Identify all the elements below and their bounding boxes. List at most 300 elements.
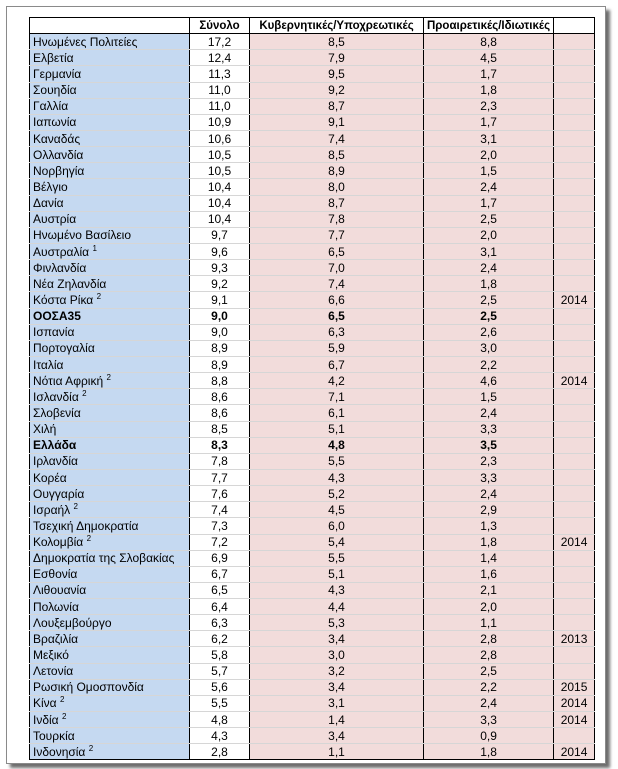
country-cell xyxy=(30,308,190,324)
country-cell xyxy=(30,663,190,679)
total-cell: 5,6 xyxy=(190,679,250,695)
government-cell: 7,8 xyxy=(250,211,424,227)
government-cell: 3,2 xyxy=(250,663,424,679)
year-cell xyxy=(554,243,595,259)
private-cell: 2,4 xyxy=(424,179,554,195)
country-name: Ισραήλ xyxy=(33,502,71,517)
government-cell: 6,1 xyxy=(250,405,424,421)
total-cell: 8,5 xyxy=(190,421,250,437)
government-cell: 6,5 xyxy=(250,308,424,324)
country-cell xyxy=(30,421,190,437)
private-cell: 2,3 xyxy=(424,98,554,114)
country-cell xyxy=(30,486,190,502)
private-cell: 2,5 xyxy=(424,308,554,324)
government-cell: 3,1 xyxy=(250,695,424,711)
header-total: Σύνολο xyxy=(190,18,250,34)
year-cell xyxy=(554,453,595,469)
government-cell: 9,5 xyxy=(250,66,424,82)
country-cell xyxy=(30,679,190,695)
table-row xyxy=(30,679,595,695)
government-cell: 4,8 xyxy=(250,437,424,453)
private-cell: 1,7 xyxy=(424,66,554,82)
country-cell xyxy=(30,340,190,356)
country-name: Ολλανδία xyxy=(33,147,84,162)
table-row xyxy=(30,373,595,389)
year-cell xyxy=(554,728,595,744)
table-row xyxy=(30,227,595,243)
government-cell: 4,5 xyxy=(250,502,424,518)
country-name: Ιρλανδία xyxy=(33,454,78,469)
table-row xyxy=(30,82,595,98)
country-name: Δημοκρατία της Σλοβακίας xyxy=(33,551,175,566)
government-cell: 5,3 xyxy=(250,615,424,631)
year-cell xyxy=(554,566,595,582)
header-country xyxy=(30,18,190,34)
table-row xyxy=(30,66,595,82)
year-cell xyxy=(554,486,595,502)
private-cell: 8,8 xyxy=(424,34,554,50)
table-row xyxy=(30,276,595,292)
government-cell: 3,4 xyxy=(250,631,424,647)
year-cell xyxy=(554,582,595,598)
year-cell: 2014 xyxy=(554,712,595,728)
country-cell xyxy=(30,534,190,550)
total-cell: 9,3 xyxy=(190,260,250,276)
country-name: Αυστρία xyxy=(33,212,77,227)
table-row xyxy=(30,130,595,146)
country-name: Ισπανία xyxy=(33,325,75,340)
table-row xyxy=(30,437,595,453)
total-cell: 10,9 xyxy=(190,114,250,130)
government-cell: 7,7 xyxy=(250,227,424,243)
header-government-compulsory: Κυβερνητικές/Υποχρεωτικές xyxy=(250,18,424,34)
country-cell xyxy=(30,599,190,615)
year-cell: 2014 xyxy=(554,534,595,550)
total-cell: 10,4 xyxy=(190,211,250,227)
country-name: Ινδία xyxy=(33,712,59,727)
total-cell: 6,7 xyxy=(190,566,250,582)
government-cell: 9,2 xyxy=(250,82,424,98)
government-cell: 8,5 xyxy=(250,34,424,50)
year-cell xyxy=(554,308,595,324)
country-cell xyxy=(30,712,190,728)
private-cell: 2,2 xyxy=(424,679,554,695)
year-cell xyxy=(554,405,595,421)
country-name: Σλοβενία xyxy=(33,405,81,420)
year-cell xyxy=(554,82,595,98)
country-cell xyxy=(30,292,190,308)
government-cell: 1,1 xyxy=(250,744,424,760)
country-name: Ιταλία xyxy=(33,357,64,372)
total-cell: 8,6 xyxy=(190,405,250,421)
country-cell xyxy=(30,356,190,372)
private-cell: 3,0 xyxy=(424,340,554,356)
total-cell: 5,8 xyxy=(190,647,250,663)
private-cell: 2,0 xyxy=(424,599,554,615)
table-row xyxy=(30,631,595,647)
table-row xyxy=(30,356,595,372)
government-cell: 6,7 xyxy=(250,356,424,372)
private-cell: 1,5 xyxy=(424,163,554,179)
year-cell xyxy=(554,356,595,372)
private-cell: 2,6 xyxy=(424,324,554,340)
private-cell: 2,4 xyxy=(424,405,554,421)
country-name: Βραζιλία xyxy=(33,631,79,646)
private-cell: 2,9 xyxy=(424,502,554,518)
country-name: Γαλλία xyxy=(33,99,69,114)
private-cell: 2,2 xyxy=(424,356,554,372)
government-cell: 4,4 xyxy=(250,599,424,615)
country-name: Αυστραλία xyxy=(33,244,90,259)
year-cell: 2014 xyxy=(554,695,595,711)
header-voluntary-private: Προαιρετικές/Ιδιωτικές xyxy=(424,18,554,34)
year-cell xyxy=(554,147,595,163)
total-cell: 2,8 xyxy=(190,744,250,760)
table-row xyxy=(30,260,595,276)
year-cell xyxy=(554,437,595,453)
private-cell: 1,8 xyxy=(424,744,554,760)
table-row xyxy=(30,211,595,227)
total-cell: 8,8 xyxy=(190,373,250,389)
government-cell: 9,1 xyxy=(250,114,424,130)
private-cell: 2,4 xyxy=(424,695,554,711)
country-name: Ουγγαρία xyxy=(33,486,85,501)
table-row xyxy=(30,550,595,566)
country-name: Κορέα xyxy=(33,470,67,485)
country-cell xyxy=(30,147,190,163)
country-name: Σουηδία xyxy=(33,83,77,98)
private-cell: 2,0 xyxy=(424,227,554,243)
table-row xyxy=(30,405,595,421)
table-row xyxy=(30,615,595,631)
government-cell: 7,4 xyxy=(250,276,424,292)
year-cell xyxy=(554,114,595,130)
country-cell xyxy=(30,276,190,292)
table-row xyxy=(30,518,595,534)
footnote-marker: 2 xyxy=(88,743,94,753)
year-cell xyxy=(554,163,595,179)
total-cell: 7,6 xyxy=(190,486,250,502)
table-row xyxy=(30,744,595,760)
country-cell xyxy=(30,437,190,453)
country-name: Φινλανδία xyxy=(33,260,87,275)
private-cell: 2,5 xyxy=(424,663,554,679)
country-cell xyxy=(30,453,190,469)
year-cell xyxy=(554,469,595,485)
government-cell: 6,6 xyxy=(250,292,424,308)
footnote-marker: 2 xyxy=(61,711,67,721)
government-cell: 7,4 xyxy=(250,130,424,146)
total-cell: 11,0 xyxy=(190,82,250,98)
total-cell: 10,4 xyxy=(190,195,250,211)
year-cell xyxy=(554,389,595,405)
total-cell: 7,7 xyxy=(190,469,250,485)
country-cell xyxy=(30,647,190,663)
table-row xyxy=(30,114,595,130)
year-cell: 2014 xyxy=(554,373,595,389)
country-cell xyxy=(30,582,190,598)
year-cell: 2014 xyxy=(554,292,595,308)
table-row xyxy=(30,566,595,582)
total-cell: 4,8 xyxy=(190,712,250,728)
private-cell: 2,5 xyxy=(424,211,554,227)
table-row xyxy=(30,389,595,405)
year-cell xyxy=(554,227,595,243)
year-cell xyxy=(554,615,595,631)
government-cell: 7,1 xyxy=(250,389,424,405)
private-cell: 3,5 xyxy=(424,437,554,453)
private-cell: 2,0 xyxy=(424,147,554,163)
table-row xyxy=(30,421,595,437)
table-row xyxy=(30,243,595,259)
table-body xyxy=(30,34,595,760)
country-cell xyxy=(30,66,190,82)
total-cell: 6,2 xyxy=(190,631,250,647)
table-row xyxy=(30,147,595,163)
total-cell: 5,7 xyxy=(190,663,250,679)
country-name: Βέλγιο xyxy=(33,179,68,194)
private-cell: 3,1 xyxy=(424,130,554,146)
country-name: Λιθουανία xyxy=(33,583,87,598)
government-cell: 5,4 xyxy=(250,534,424,550)
document-frame xyxy=(6,6,606,764)
private-cell: 4,6 xyxy=(424,373,554,389)
footnote-marker: 2 xyxy=(59,695,65,705)
country-cell xyxy=(30,728,190,744)
government-cell: 6,0 xyxy=(250,518,424,534)
total-cell: 11,0 xyxy=(190,98,250,114)
table-row xyxy=(30,663,595,679)
country-name: Χιλή xyxy=(33,422,57,437)
year-cell xyxy=(554,98,595,114)
country-name: Ελλάδα xyxy=(33,438,77,453)
country-cell xyxy=(30,211,190,227)
footnote-marker: 1 xyxy=(92,243,97,253)
country-cell xyxy=(30,695,190,711)
year-cell: 2013 xyxy=(554,631,595,647)
country-name: Γερμανία xyxy=(33,66,82,81)
total-cell: 7,2 xyxy=(190,534,250,550)
private-cell: 3,3 xyxy=(424,421,554,437)
year-cell xyxy=(554,340,595,356)
private-cell: 1,8 xyxy=(424,534,554,550)
header-year xyxy=(554,18,595,34)
year-cell xyxy=(554,599,595,615)
year-cell xyxy=(554,211,595,227)
year-cell xyxy=(554,130,595,146)
footnote-marker: 2 xyxy=(82,388,87,398)
government-cell: 4,3 xyxy=(250,469,424,485)
year-cell: 2014 xyxy=(554,744,595,760)
year-cell xyxy=(554,518,595,534)
government-cell: 3,4 xyxy=(250,679,424,695)
total-cell: 10,5 xyxy=(190,163,250,179)
total-cell: 17,2 xyxy=(190,34,250,50)
country-name: Εσθονία xyxy=(33,567,78,582)
total-cell: 7,3 xyxy=(190,518,250,534)
country-cell xyxy=(30,163,190,179)
table-header-row xyxy=(30,18,595,34)
year-cell xyxy=(554,647,595,663)
table-row xyxy=(30,179,595,195)
private-cell: 1,7 xyxy=(424,114,554,130)
total-cell: 12,4 xyxy=(190,50,250,66)
country-cell xyxy=(30,550,190,566)
government-cell: 8,9 xyxy=(250,163,424,179)
total-cell: 9,2 xyxy=(190,276,250,292)
country-name: Νέα Ζηλανδία xyxy=(33,276,107,291)
total-cell: 9,0 xyxy=(190,308,250,324)
government-cell: 5,1 xyxy=(250,421,424,437)
country-cell xyxy=(30,82,190,98)
private-cell: 2,8 xyxy=(424,631,554,647)
country-name: Ηνωμένο Βασίλειο xyxy=(33,228,132,243)
private-cell: 2,4 xyxy=(424,260,554,276)
private-cell: 3,3 xyxy=(424,712,554,728)
country-name: Κολομβία xyxy=(33,535,84,550)
government-cell: 5,5 xyxy=(250,453,424,469)
year-cell xyxy=(554,276,595,292)
total-cell: 4,3 xyxy=(190,728,250,744)
country-name: Πολωνία xyxy=(33,599,79,614)
country-cell xyxy=(30,260,190,276)
country-cell xyxy=(30,114,190,130)
private-cell: 2,8 xyxy=(424,647,554,663)
total-cell: 9,0 xyxy=(190,324,250,340)
year-cell xyxy=(554,66,595,82)
country-cell xyxy=(30,744,190,760)
private-cell: 1,6 xyxy=(424,566,554,582)
footnote-marker: 2 xyxy=(106,372,111,382)
government-cell: 8,5 xyxy=(250,147,424,163)
country-name: Τουρκία xyxy=(33,728,75,743)
table-row xyxy=(30,453,595,469)
government-cell: 7,0 xyxy=(250,260,424,276)
private-cell: 1,1 xyxy=(424,615,554,631)
government-cell: 5,2 xyxy=(250,486,424,502)
country-cell xyxy=(30,566,190,582)
country-name: ΟΟΣΑ35 xyxy=(33,309,81,324)
government-cell: 4,3 xyxy=(250,582,424,598)
government-cell: 5,1 xyxy=(250,566,424,582)
table-row xyxy=(30,324,595,340)
country-name: Ισλανδία xyxy=(33,389,79,404)
government-cell: 6,5 xyxy=(250,243,424,259)
year-cell: 2015 xyxy=(554,679,595,695)
year-cell xyxy=(554,550,595,566)
table-row xyxy=(30,534,595,550)
country-cell xyxy=(30,130,190,146)
table-row xyxy=(30,712,595,728)
total-cell: 6,4 xyxy=(190,599,250,615)
table-row xyxy=(30,163,595,179)
total-cell: 9,7 xyxy=(190,227,250,243)
table-row xyxy=(30,582,595,598)
total-cell: 8,6 xyxy=(190,389,250,405)
private-cell: 1,8 xyxy=(424,276,554,292)
total-cell: 8,9 xyxy=(190,340,250,356)
country-name: Ηνωμένες Πολιτείες xyxy=(33,34,138,49)
country-name: Καναδάς xyxy=(33,131,81,146)
health-expenditure-table xyxy=(29,17,595,760)
private-cell: 1,3 xyxy=(424,518,554,534)
total-cell: 8,3 xyxy=(190,437,250,453)
private-cell: 2,1 xyxy=(424,582,554,598)
country-cell xyxy=(30,615,190,631)
year-cell xyxy=(554,34,595,50)
private-cell: 0,9 xyxy=(424,728,554,744)
year-cell xyxy=(554,324,595,340)
country-name: Λετονία xyxy=(33,664,74,679)
table-row xyxy=(30,195,595,211)
private-cell: 1,4 xyxy=(424,550,554,566)
government-cell: 8,0 xyxy=(250,179,424,195)
country-cell xyxy=(30,373,190,389)
table-row xyxy=(30,308,595,324)
country-cell xyxy=(30,179,190,195)
government-cell: 8,7 xyxy=(250,98,424,114)
country-cell xyxy=(30,243,190,259)
private-cell: 3,1 xyxy=(424,243,554,259)
government-cell: 8,7 xyxy=(250,195,424,211)
total-cell: 11,3 xyxy=(190,66,250,82)
country-cell xyxy=(30,227,190,243)
year-cell xyxy=(554,195,595,211)
country-name: Πορτογαλία xyxy=(33,341,95,356)
total-cell: 6,9 xyxy=(190,550,250,566)
government-cell: 5,9 xyxy=(250,340,424,356)
country-cell xyxy=(30,518,190,534)
private-cell: 1,5 xyxy=(424,389,554,405)
table-row xyxy=(30,695,595,711)
country-cell xyxy=(30,34,190,50)
total-cell: 7,4 xyxy=(190,502,250,518)
private-cell: 2,4 xyxy=(424,486,554,502)
year-cell xyxy=(554,260,595,276)
private-cell: 1,8 xyxy=(424,82,554,98)
government-cell: 1,4 xyxy=(250,712,424,728)
country-cell xyxy=(30,324,190,340)
total-cell: 10,6 xyxy=(190,130,250,146)
table-row xyxy=(30,292,595,308)
country-name: Κίνα xyxy=(33,696,57,711)
table-row xyxy=(30,728,595,744)
total-cell: 9,1 xyxy=(190,292,250,308)
total-cell: 9,6 xyxy=(190,243,250,259)
country-name: Λουξεμβούργο xyxy=(33,615,112,630)
table-row xyxy=(30,486,595,502)
table-row xyxy=(30,469,595,485)
year-cell xyxy=(554,179,595,195)
country-name: Νορβηγία xyxy=(33,163,85,178)
country-cell xyxy=(30,195,190,211)
total-cell: 10,5 xyxy=(190,147,250,163)
country-name: Κόστα Ρίκα xyxy=(33,292,94,307)
footnote-marker: 2 xyxy=(73,501,78,511)
country-name: Ελβετία xyxy=(33,50,74,65)
year-cell xyxy=(554,502,595,518)
government-cell: 6,3 xyxy=(250,324,424,340)
total-cell: 6,3 xyxy=(190,615,250,631)
footnote-marker: 2 xyxy=(96,291,102,301)
government-cell: 5,5 xyxy=(250,550,424,566)
government-cell: 7,9 xyxy=(250,50,424,66)
footnote-marker: 2 xyxy=(86,534,92,544)
table-row xyxy=(30,50,595,66)
country-cell xyxy=(30,631,190,647)
country-cell xyxy=(30,469,190,485)
table-row xyxy=(30,98,595,114)
